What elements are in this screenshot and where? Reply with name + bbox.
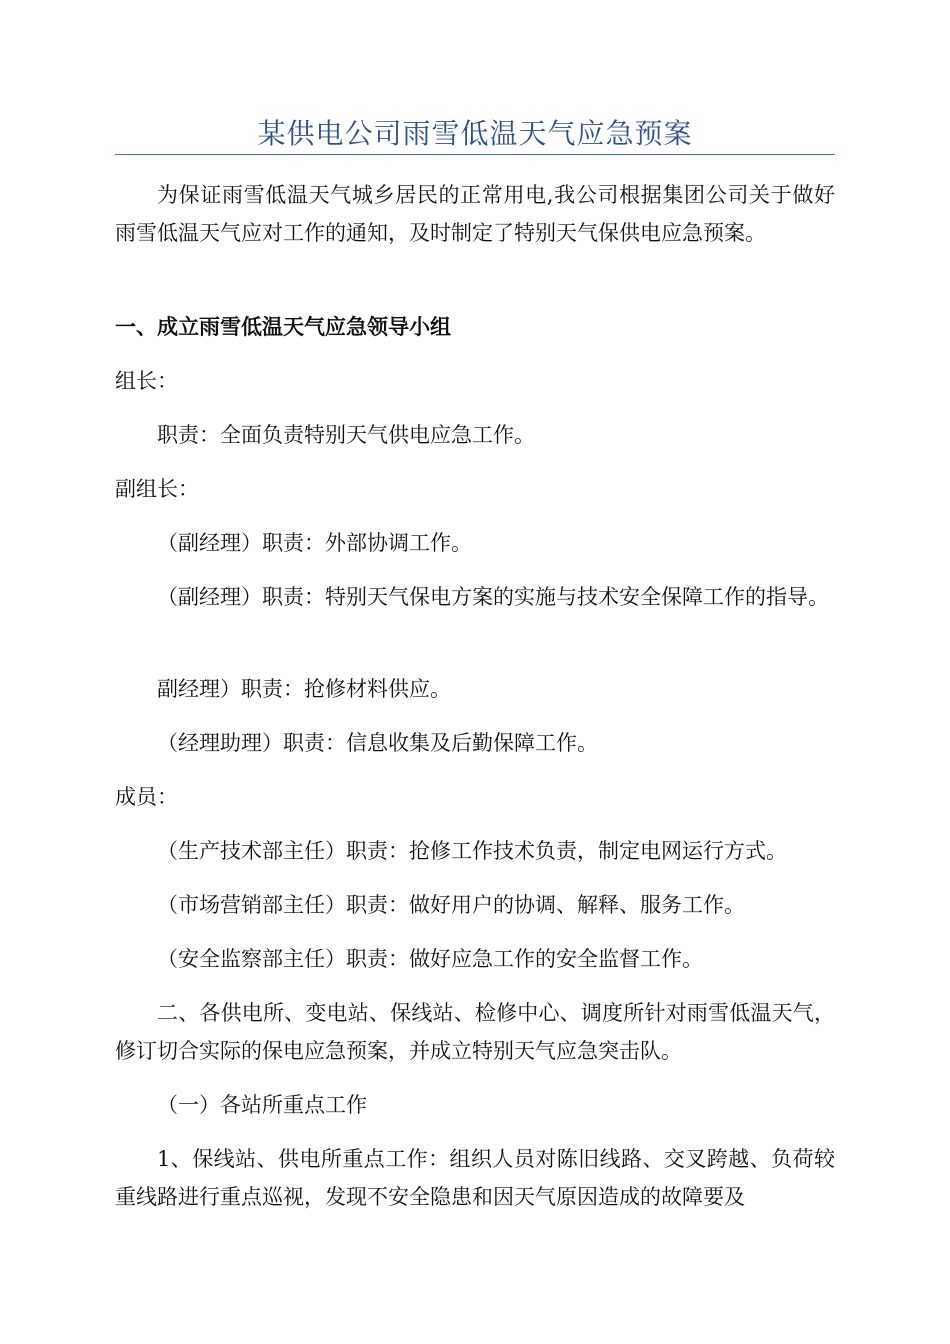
- section-2-paragraph: 二、各供电所、变电站、保线站、检修中心、调度所针对雨雪低温天气，修订切合实际的保电应急预案，并成立特别天气应急突击队。: [115, 1001, 835, 1063]
- member-duty-2: （市场营销部主任）职责：做好用户的协调、解释、服务工作。: [157, 893, 745, 917]
- deputy-leader-label: 副组长：: [115, 477, 199, 501]
- members-label: 成员：: [115, 785, 178, 809]
- leader-label: 组长：: [115, 369, 178, 393]
- deputy-duty-1: （副经理）职责：外部协调工作。: [157, 531, 472, 555]
- document-title: 某供电公司雨雪低温天气应急预案: [257, 117, 693, 150]
- title-underline: [115, 154, 835, 155]
- intro-paragraph: 为保证雨雪低温天气城乡居民的正常用电,我公司根据集团公司关于做好雨雪低温天气应对工作的通知，及时制定了特别天气保供电应急预案。: [115, 183, 835, 245]
- section-heading-1: 一、成立雨雪低温天气应急领导小组: [115, 314, 451, 339]
- deputy-duty-3: 副经理）职责：抢修材料供应。: [157, 677, 451, 701]
- deputy-duty-2: （副经理）职责：特别天气保电方案的实施与技术安全保障工作的指导。: [157, 585, 829, 609]
- item-1-paragraph: 1、保线站、供电所重点工作：组织人员对陈旧线路、交叉跨越、负荷较重线路进行重点巡视，发现不安全隐患和因天气原因造成的故障要及: [115, 1147, 835, 1209]
- assistant-duty: （经理助理）职责：信息收集及后勤保障工作。: [157, 731, 598, 755]
- member-duty-3: （安全监察部主任）职责：做好应急工作的安全监督工作。: [157, 947, 703, 971]
- member-duty-1: （生产技术部主任）职责：抢修工作技术负责，制定电网运行方式。: [157, 839, 787, 863]
- subsection-heading-1: （一）各站所重点工作: [157, 1093, 367, 1117]
- leader-duty: 职责：全面负责特别天气供电应急工作。: [157, 423, 535, 447]
